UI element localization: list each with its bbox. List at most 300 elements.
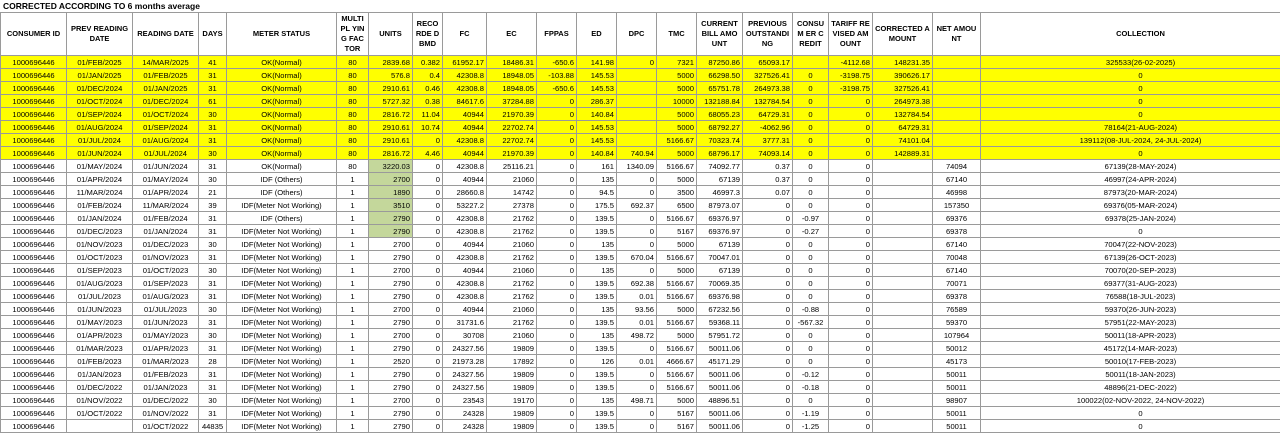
table-cell[interactable]: 80 bbox=[337, 95, 369, 108]
table-cell[interactable]: 19170 bbox=[487, 394, 537, 407]
table-cell[interactable]: IDF(Meter Not Working) bbox=[227, 277, 337, 290]
table-cell[interactable]: 0 bbox=[617, 368, 657, 381]
table-cell[interactable]: 148231.35 bbox=[873, 56, 933, 69]
table-cell[interactable]: 5166.67 bbox=[657, 134, 697, 147]
table-cell[interactable]: 31 bbox=[199, 82, 227, 95]
table-cell[interactable]: 40944 bbox=[443, 264, 487, 277]
table-cell[interactable]: 126 bbox=[577, 355, 617, 368]
table-cell[interactable]: 2700 bbox=[369, 394, 413, 407]
table-cell[interactable]: -103.88 bbox=[537, 69, 577, 82]
table-cell[interactable]: 1000696446 bbox=[1, 82, 67, 95]
table-cell[interactable] bbox=[873, 342, 933, 355]
table-cell[interactable]: 01/MAR/2023 bbox=[133, 355, 199, 368]
table-cell[interactable]: 2790 bbox=[369, 212, 413, 225]
table-cell[interactable]: 0 bbox=[537, 407, 577, 420]
table-cell[interactable]: 17892 bbox=[487, 355, 537, 368]
table-cell[interactable]: 1 bbox=[337, 186, 369, 199]
table-cell[interactable]: 0 bbox=[617, 420, 657, 433]
table-cell[interactable]: 3500 bbox=[657, 186, 697, 199]
table-cell[interactable]: IDF(Meter Not Working) bbox=[227, 355, 337, 368]
table-cell[interactable]: 0 bbox=[413, 238, 443, 251]
table-cell[interactable]: 0 bbox=[537, 342, 577, 355]
table-cell[interactable]: 25116.21 bbox=[487, 160, 537, 173]
table-cell[interactable]: 59370 bbox=[933, 316, 981, 329]
table-cell[interactable]: 80 bbox=[337, 121, 369, 134]
table-cell[interactable]: 0 bbox=[981, 108, 1280, 121]
table-cell[interactable]: 01/OCT/2023 bbox=[133, 264, 199, 277]
table-cell[interactable]: 31 bbox=[199, 121, 227, 134]
table-cell[interactable]: 42308.8 bbox=[443, 277, 487, 290]
table-cell[interactable] bbox=[873, 420, 933, 433]
table-cell[interactable]: 140.84 bbox=[577, 147, 617, 160]
table-cell[interactable]: 50011.06 bbox=[697, 420, 743, 433]
table-cell[interactable]: OK(Normal) bbox=[227, 95, 337, 108]
table-cell[interactable]: 0 bbox=[829, 407, 873, 420]
table-cell[interactable]: 740.94 bbox=[617, 147, 657, 160]
table-cell[interactable]: IDF(Meter Not Working) bbox=[227, 264, 337, 277]
table-cell[interactable]: -0.12 bbox=[793, 368, 829, 381]
table-cell[interactable]: 01/OCT/2022 bbox=[67, 407, 133, 420]
table-row[interactable] bbox=[1, 82, 1280, 95]
table-cell[interactable]: 0 bbox=[829, 173, 873, 186]
table-cell[interactable]: 0 bbox=[537, 199, 577, 212]
table-cell[interactable] bbox=[873, 316, 933, 329]
column-header[interactable]: PREV READING DATE bbox=[67, 13, 133, 56]
table-cell[interactable]: 0.07 bbox=[743, 186, 793, 199]
table-cell[interactable]: 21762 bbox=[487, 277, 537, 290]
table-cell[interactable]: 01/OCT/2023 bbox=[67, 251, 133, 264]
table-cell[interactable]: 0 bbox=[413, 251, 443, 264]
table-cell[interactable]: 31 bbox=[199, 290, 227, 303]
table-cell[interactable]: 0 bbox=[743, 394, 793, 407]
table-cell[interactable]: 5000 bbox=[657, 173, 697, 186]
table-cell[interactable] bbox=[617, 69, 657, 82]
table-cell[interactable]: 65751.78 bbox=[697, 82, 743, 95]
table-cell[interactable]: 19809 bbox=[487, 381, 537, 394]
table-cell[interactable]: 1000696446 bbox=[1, 355, 67, 368]
table-cell[interactable]: 6500 bbox=[657, 199, 697, 212]
table-cell[interactable]: 0.01 bbox=[617, 355, 657, 368]
table-cell[interactable]: 2790 bbox=[369, 368, 413, 381]
table-cell[interactable]: 0 bbox=[743, 290, 793, 303]
table-cell[interactable]: 0.38 bbox=[413, 95, 443, 108]
table-cell[interactable]: 30 bbox=[199, 329, 227, 342]
table-cell[interactable]: 0 bbox=[829, 342, 873, 355]
table-cell[interactable] bbox=[933, 108, 981, 121]
table-cell[interactable]: 40944 bbox=[443, 147, 487, 160]
table-cell[interactable]: 0 bbox=[537, 95, 577, 108]
table-cell[interactable] bbox=[617, 108, 657, 121]
table-cell[interactable]: 5166.67 bbox=[657, 316, 697, 329]
table-cell[interactable]: IDF(Meter Not Working) bbox=[227, 290, 337, 303]
table-cell[interactable]: 1000696446 bbox=[1, 147, 67, 160]
table-cell[interactable]: 0 bbox=[829, 368, 873, 381]
table-cell[interactable]: 286.37 bbox=[577, 95, 617, 108]
table-cell[interactable]: 1 bbox=[337, 277, 369, 290]
table-cell[interactable]: 74093.14 bbox=[743, 147, 793, 160]
table-cell[interactable]: 1340.09 bbox=[617, 160, 657, 173]
table-cell[interactable]: 67139 bbox=[697, 173, 743, 186]
table-cell[interactable]: 5000 bbox=[657, 121, 697, 134]
table-cell[interactable] bbox=[873, 251, 933, 264]
table-cell[interactable]: 0 bbox=[537, 277, 577, 290]
table-cell[interactable]: 1000696446 bbox=[1, 303, 67, 316]
table-cell[interactable]: 0 bbox=[413, 381, 443, 394]
table-cell[interactable]: 1 bbox=[337, 381, 369, 394]
table-cell[interactable]: 67140 bbox=[933, 238, 981, 251]
table-cell[interactable]: 45171.29 bbox=[697, 355, 743, 368]
table-cell[interactable]: OK(Normal) bbox=[227, 121, 337, 134]
table-cell[interactable]: 0 bbox=[537, 108, 577, 121]
table-cell[interactable]: 0 bbox=[617, 381, 657, 394]
table-cell[interactable]: 01/DEC/2023 bbox=[67, 225, 133, 238]
table-cell[interactable]: 50011.06 bbox=[697, 381, 743, 394]
table-cell[interactable]: 41 bbox=[199, 56, 227, 69]
table-cell[interactable]: 21762 bbox=[487, 251, 537, 264]
table-cell[interactable]: 1 bbox=[337, 212, 369, 225]
table-cell[interactable]: 4666.67 bbox=[657, 355, 697, 368]
table-row[interactable] bbox=[1, 394, 1280, 407]
table-row[interactable] bbox=[1, 160, 1280, 173]
table-cell[interactable]: 139.5 bbox=[577, 381, 617, 394]
table-cell[interactable]: 0.4 bbox=[413, 69, 443, 82]
table-row[interactable] bbox=[1, 121, 1280, 134]
table-cell[interactable]: 5166.67 bbox=[657, 277, 697, 290]
table-cell[interactable]: 5000 bbox=[657, 238, 697, 251]
table-cell[interactable]: 0 bbox=[793, 108, 829, 121]
table-row[interactable] bbox=[1, 316, 1280, 329]
table-cell[interactable]: 69376.98 bbox=[697, 290, 743, 303]
table-cell[interactable]: 80 bbox=[337, 108, 369, 121]
table-cell[interactable]: 1000696446 bbox=[1, 329, 67, 342]
table-cell[interactable]: 42308.8 bbox=[443, 160, 487, 173]
table-cell[interactable]: 40944 bbox=[443, 121, 487, 134]
table-cell[interactable]: 93.56 bbox=[617, 303, 657, 316]
table-cell[interactable]: 1000696446 bbox=[1, 212, 67, 225]
table-cell[interactable]: 0 bbox=[413, 264, 443, 277]
table-cell[interactable]: 0 bbox=[793, 394, 829, 407]
table-cell[interactable]: 2790 bbox=[369, 290, 413, 303]
table-cell[interactable]: 0 bbox=[743, 199, 793, 212]
table-cell[interactable]: 264973.38 bbox=[743, 82, 793, 95]
table-cell[interactable]: 1000696446 bbox=[1, 290, 67, 303]
table-cell[interactable]: 0 bbox=[413, 316, 443, 329]
table-cell[interactable] bbox=[617, 95, 657, 108]
table-cell[interactable]: 01/JUL/2023 bbox=[67, 290, 133, 303]
table-cell[interactable]: 01/NOV/2022 bbox=[67, 394, 133, 407]
table-cell[interactable]: 21970.39 bbox=[487, 147, 537, 160]
table-cell[interactable]: 22702.74 bbox=[487, 134, 537, 147]
table-cell[interactable]: 01/AUG/2024 bbox=[67, 121, 133, 134]
table-cell[interactable] bbox=[617, 82, 657, 95]
table-cell[interactable]: 2790 bbox=[369, 407, 413, 420]
table-cell[interactable]: 42308.8 bbox=[443, 212, 487, 225]
table-cell[interactable]: 1000696446 bbox=[1, 225, 67, 238]
table-cell[interactable]: 27378 bbox=[487, 199, 537, 212]
table-cell[interactable]: 0 bbox=[829, 264, 873, 277]
table-cell[interactable]: 70048 bbox=[933, 251, 981, 264]
table-cell[interactable]: 5000 bbox=[657, 147, 697, 160]
table-row[interactable] bbox=[1, 56, 1280, 69]
table-cell[interactable]: 0 bbox=[537, 251, 577, 264]
table-cell[interactable]: 1000696446 bbox=[1, 95, 67, 108]
table-row[interactable] bbox=[1, 277, 1280, 290]
table-cell[interactable]: 1000696446 bbox=[1, 251, 67, 264]
table-cell[interactable]: IDF(Meter Not Working) bbox=[227, 394, 337, 407]
table-cell[interactable]: 19809 bbox=[487, 368, 537, 381]
table-cell[interactable]: 01/SEP/2024 bbox=[67, 108, 133, 121]
table-cell[interactable]: 1 bbox=[337, 303, 369, 316]
table-cell[interactable]: 21060 bbox=[487, 173, 537, 186]
table-cell[interactable]: 30 bbox=[199, 303, 227, 316]
table-cell[interactable]: 0 bbox=[743, 264, 793, 277]
table-cell[interactable]: 69378 bbox=[933, 290, 981, 303]
table-cell[interactable]: 80 bbox=[337, 134, 369, 147]
table-cell[interactable] bbox=[873, 238, 933, 251]
table-cell[interactable]: 1000696446 bbox=[1, 342, 67, 355]
table-cell[interactable]: 2816.72 bbox=[369, 147, 413, 160]
table-cell[interactable]: 139.5 bbox=[577, 407, 617, 420]
column-header[interactable]: CORRECTED AMOUNT bbox=[873, 13, 933, 56]
table-cell[interactable] bbox=[793, 56, 829, 69]
table-cell[interactable]: 68796.17 bbox=[697, 147, 743, 160]
table-cell[interactable]: 1000696446 bbox=[1, 394, 67, 407]
table-cell[interactable] bbox=[873, 264, 933, 277]
table-cell[interactable]: IDF(Meter Not Working) bbox=[227, 407, 337, 420]
table-cell[interactable]: 5000 bbox=[657, 329, 697, 342]
table-cell[interactable]: 2816.72 bbox=[369, 108, 413, 121]
table-cell[interactable]: 24327.56 bbox=[443, 342, 487, 355]
table-cell[interactable]: 0 bbox=[537, 329, 577, 342]
table-cell[interactable]: 0 bbox=[793, 134, 829, 147]
table-cell[interactable]: 0 bbox=[829, 121, 873, 134]
column-header[interactable]: ED bbox=[577, 13, 617, 56]
table-cell[interactable]: 0 bbox=[829, 147, 873, 160]
table-cell[interactable]: 0 bbox=[793, 264, 829, 277]
table-cell[interactable]: 31 bbox=[199, 316, 227, 329]
table-cell[interactable]: 0 bbox=[743, 329, 793, 342]
table-cell[interactable]: 5166.67 bbox=[657, 251, 697, 264]
table-row[interactable] bbox=[1, 186, 1280, 199]
table-cell[interactable]: 4.46 bbox=[413, 147, 443, 160]
table-cell[interactable]: 45173 bbox=[933, 355, 981, 368]
table-cell[interactable]: 69377(31-AUG-2023) bbox=[981, 277, 1280, 290]
table-cell[interactable]: 30 bbox=[199, 264, 227, 277]
table-cell[interactable]: 1000696446 bbox=[1, 368, 67, 381]
table-cell[interactable]: 67139(26-OCT-2023) bbox=[981, 251, 1280, 264]
table-cell[interactable]: 31 bbox=[199, 160, 227, 173]
table-cell[interactable]: 0 bbox=[537, 212, 577, 225]
table-cell[interactable] bbox=[873, 225, 933, 238]
table-cell[interactable]: 14742 bbox=[487, 186, 537, 199]
table-cell[interactable]: 692.38 bbox=[617, 277, 657, 290]
table-cell[interactable]: 0 bbox=[743, 407, 793, 420]
table-cell[interactable]: 01/JAN/2023 bbox=[133, 381, 199, 394]
column-header[interactable]: MULTIPL YING FACTOR bbox=[337, 13, 369, 56]
table-cell[interactable]: 2700 bbox=[369, 173, 413, 186]
table-cell[interactable]: -4062.96 bbox=[743, 121, 793, 134]
table-cell[interactable]: 0 bbox=[413, 407, 443, 420]
table-cell[interactable]: 0 bbox=[829, 290, 873, 303]
table-row[interactable] bbox=[1, 407, 1280, 420]
table-row[interactable] bbox=[1, 342, 1280, 355]
table-cell[interactable]: -650.6 bbox=[537, 82, 577, 95]
table-cell[interactable]: 50012 bbox=[933, 342, 981, 355]
table-cell[interactable] bbox=[873, 355, 933, 368]
table-cell[interactable]: 5000 bbox=[657, 303, 697, 316]
table-cell[interactable]: 0 bbox=[743, 316, 793, 329]
table-cell[interactable]: 264973.38 bbox=[873, 95, 933, 108]
table-cell[interactable]: 21060 bbox=[487, 303, 537, 316]
table-cell[interactable]: 64729.31 bbox=[873, 121, 933, 134]
table-cell[interactable] bbox=[873, 160, 933, 173]
table-cell[interactable]: 01/JUN/2024 bbox=[67, 147, 133, 160]
table-cell[interactable]: 37284.88 bbox=[487, 95, 537, 108]
table-cell[interactable]: 1 bbox=[337, 342, 369, 355]
table-cell[interactable]: 01/MAY/2023 bbox=[133, 329, 199, 342]
table-row[interactable] bbox=[1, 108, 1280, 121]
table-cell[interactable]: 139.5 bbox=[577, 251, 617, 264]
table-cell[interactable] bbox=[873, 381, 933, 394]
table-cell[interactable]: 01/APR/2023 bbox=[67, 329, 133, 342]
table-cell[interactable]: 0 bbox=[537, 381, 577, 394]
table-cell[interactable]: 21762 bbox=[487, 225, 537, 238]
table-cell[interactable]: OK(Normal) bbox=[227, 56, 337, 69]
column-header[interactable]: CONSUMER ID bbox=[1, 13, 67, 56]
table-cell[interactable]: 0 bbox=[537, 394, 577, 407]
table-row[interactable] bbox=[1, 303, 1280, 316]
table-cell[interactable]: 0 bbox=[413, 173, 443, 186]
table-cell[interactable] bbox=[873, 186, 933, 199]
table-row[interactable] bbox=[1, 173, 1280, 186]
table-cell[interactable]: 0 bbox=[743, 277, 793, 290]
table-cell[interactable]: 61 bbox=[199, 95, 227, 108]
table-cell[interactable]: 0 bbox=[537, 303, 577, 316]
table-cell[interactable]: 0 bbox=[413, 420, 443, 433]
table-cell[interactable]: 0 bbox=[981, 225, 1280, 238]
table-cell[interactable]: 0 bbox=[413, 355, 443, 368]
table-cell[interactable]: 0 bbox=[537, 238, 577, 251]
table-cell[interactable]: 0 bbox=[793, 355, 829, 368]
table-cell[interactable]: 57951(22-MAY-2023) bbox=[981, 316, 1280, 329]
table-row[interactable] bbox=[1, 381, 1280, 394]
table-cell[interactable]: 0 bbox=[743, 238, 793, 251]
table-cell[interactable]: 50011(18-APR-2023) bbox=[981, 329, 1280, 342]
table-cell[interactable]: 01/SEP/2023 bbox=[67, 264, 133, 277]
table-cell[interactable] bbox=[873, 407, 933, 420]
table-cell[interactable]: 18948.05 bbox=[487, 82, 537, 95]
table-cell[interactable]: 87973.07 bbox=[697, 199, 743, 212]
table-cell[interactable]: 01/NOV/2023 bbox=[67, 238, 133, 251]
table-cell[interactable]: 5166.67 bbox=[657, 212, 697, 225]
table-cell[interactable]: 70069.35 bbox=[697, 277, 743, 290]
table-cell[interactable]: 0 bbox=[413, 303, 443, 316]
column-header[interactable]: RECORDE D BMD bbox=[413, 13, 443, 56]
table-row[interactable] bbox=[1, 329, 1280, 342]
table-cell[interactable] bbox=[933, 121, 981, 134]
table-cell[interactable]: 0 bbox=[829, 186, 873, 199]
table-cell[interactable]: 98907 bbox=[933, 394, 981, 407]
table-cell[interactable]: 19809 bbox=[487, 407, 537, 420]
table-cell[interactable]: 5166.67 bbox=[657, 290, 697, 303]
table-cell[interactable]: 1 bbox=[337, 420, 369, 433]
table-cell[interactable]: 0 bbox=[981, 420, 1280, 433]
table-cell[interactable]: 01/JUN/2023 bbox=[67, 303, 133, 316]
table-row[interactable] bbox=[1, 290, 1280, 303]
table-cell[interactable]: 31 bbox=[199, 368, 227, 381]
table-cell[interactable]: 31 bbox=[199, 407, 227, 420]
table-cell[interactable]: 2700 bbox=[369, 238, 413, 251]
table-cell[interactable]: 5727.32 bbox=[369, 95, 413, 108]
table-row[interactable] bbox=[1, 420, 1280, 433]
table-cell[interactable]: 0 bbox=[617, 342, 657, 355]
table-cell[interactable]: 1000696446 bbox=[1, 238, 67, 251]
table-cell[interactable]: 0.01 bbox=[617, 290, 657, 303]
table-cell[interactable] bbox=[67, 420, 133, 433]
table-cell[interactable]: 80 bbox=[337, 82, 369, 95]
table-row[interactable] bbox=[1, 355, 1280, 368]
table-cell[interactable]: 0 bbox=[793, 277, 829, 290]
table-cell[interactable]: 74101.04 bbox=[873, 134, 933, 147]
table-cell[interactable]: 74092.77 bbox=[697, 160, 743, 173]
table-cell[interactable]: 46997.3 bbox=[697, 186, 743, 199]
table-cell[interactable]: -650.6 bbox=[537, 56, 577, 69]
table-cell[interactable]: 76589 bbox=[933, 303, 981, 316]
table-cell[interactable]: 5166.67 bbox=[657, 342, 697, 355]
table-cell[interactable]: 0 bbox=[793, 342, 829, 355]
table-cell[interactable]: 31 bbox=[199, 381, 227, 394]
table-cell[interactable] bbox=[873, 212, 933, 225]
table-cell[interactable]: 50011 bbox=[933, 381, 981, 394]
table-cell[interactable]: 0 bbox=[829, 303, 873, 316]
table-cell[interactable]: 1000696446 bbox=[1, 134, 67, 147]
table-cell[interactable]: 80 bbox=[337, 147, 369, 160]
table-cell[interactable]: 0 bbox=[829, 381, 873, 394]
table-cell[interactable]: 31 bbox=[199, 342, 227, 355]
table-cell[interactable]: 0 bbox=[793, 251, 829, 264]
table-cell[interactable]: OK(Normal) bbox=[227, 160, 337, 173]
table-cell[interactable]: 69378(25-JAN-2024) bbox=[981, 212, 1280, 225]
table-cell[interactable]: 0 bbox=[617, 407, 657, 420]
table-cell[interactable]: 0 bbox=[793, 69, 829, 82]
table-cell[interactable]: 0 bbox=[617, 238, 657, 251]
table-cell[interactable]: 01/FEB/2023 bbox=[67, 355, 133, 368]
table-cell[interactable]: 19809 bbox=[487, 342, 537, 355]
table-cell[interactable]: 45172(14-MAR-2023) bbox=[981, 342, 1280, 355]
table-cell[interactable]: 70047(22-NOV-2023) bbox=[981, 238, 1280, 251]
table-row[interactable] bbox=[1, 264, 1280, 277]
table-cell[interactable]: 2790 bbox=[369, 225, 413, 238]
table-cell[interactable]: 24328 bbox=[443, 407, 487, 420]
table-cell[interactable]: 01/MAY/2023 bbox=[67, 316, 133, 329]
table-cell[interactable] bbox=[873, 303, 933, 316]
table-cell[interactable]: 0 bbox=[617, 186, 657, 199]
table-cell[interactable] bbox=[873, 394, 933, 407]
table-cell[interactable]: 0 bbox=[537, 121, 577, 134]
table-cell[interactable]: 1 bbox=[337, 199, 369, 212]
table-cell[interactable]: 30708 bbox=[443, 329, 487, 342]
table-cell[interactable]: 1890 bbox=[369, 186, 413, 199]
table-cell[interactable]: 0 bbox=[829, 316, 873, 329]
table-cell[interactable]: 40944 bbox=[443, 108, 487, 121]
table-cell[interactable]: 30 bbox=[199, 238, 227, 251]
table-cell[interactable]: 0 bbox=[829, 420, 873, 433]
table-cell[interactable]: 31 bbox=[199, 225, 227, 238]
table-cell[interactable]: 2910.61 bbox=[369, 121, 413, 134]
table-cell[interactable]: IDF (Others) bbox=[227, 186, 337, 199]
table-cell[interactable]: 84617.6 bbox=[443, 95, 487, 108]
table-cell[interactable]: 11/MAR/2024 bbox=[67, 186, 133, 199]
